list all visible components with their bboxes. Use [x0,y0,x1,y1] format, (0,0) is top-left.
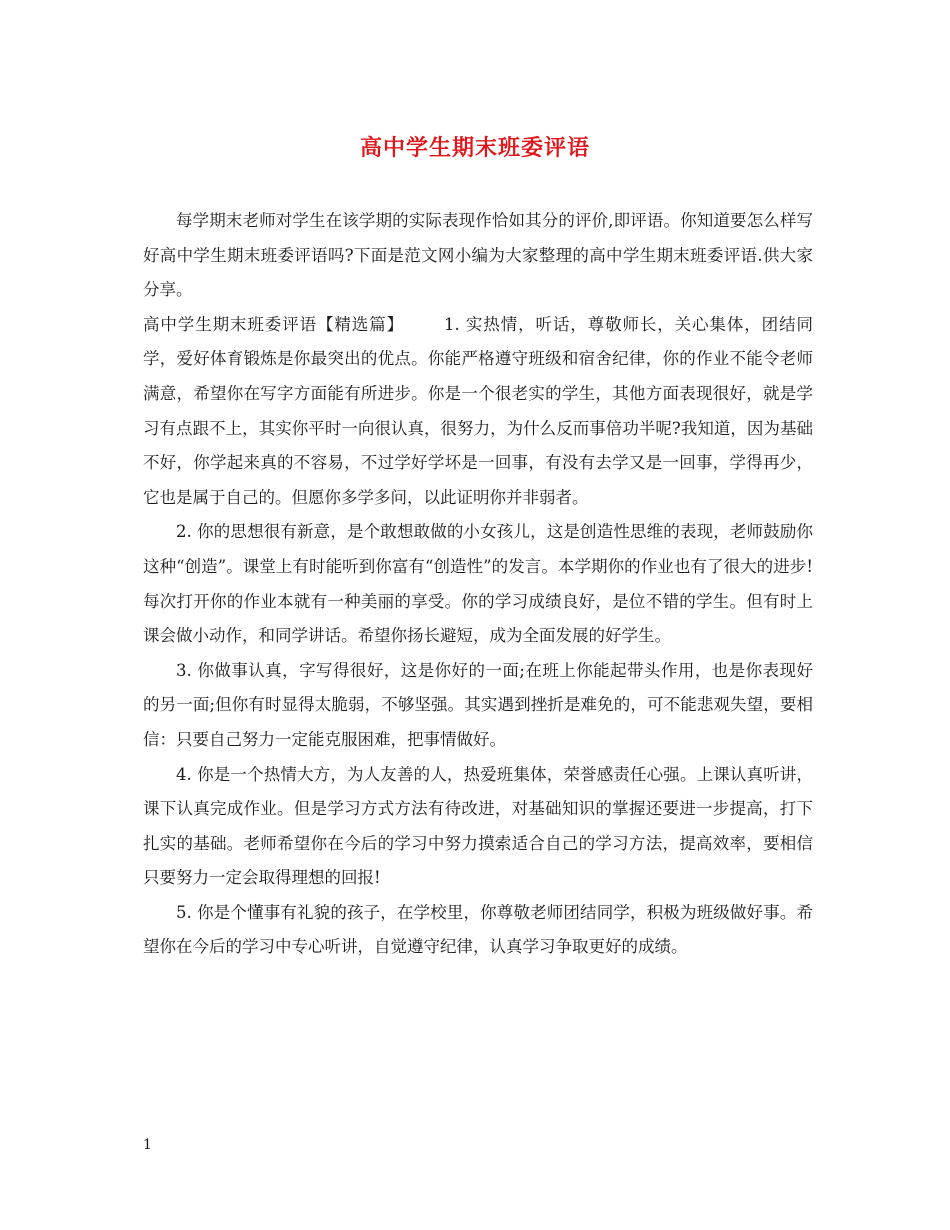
intro-paragraph: 每学期末老师对学生在该学期的实际表现作恰如其分的评价,即评语。你知道要怎么样写好高中学生期末班委评语吗?下面是范文网小编为大家整理的高中学生期末班委评语.供大家分享。 [143,211,813,300]
document-title: 高中学生期末班委评语 [359,135,590,161]
page-number: 1 [143,1137,152,1153]
comment-item-5: 5. 你是个懂事有礼貌的孩子，在学校里，你尊敬老师团结同学，积极为班级做好事。希望你在今后的学习中专心听讲，自觉遵守纪律，认真学习争取更好的成绩。 [143,902,813,957]
comment-item-1: 1. 实热情，听话，尊敬师长，关心集体，团结同学，爱好体育锻炼是你最突出的优点。你能严格遵守班级和宿舍纪律，你的作业不能令老师满意，希望你在写字方面能有所进步。你是一个很老实的学生，其他方面表现很好，就是学习有点跟不上，其实你平时一向很认真，很努力，为什么反而事倍功半呢?我知道，因为基础不好，你学起来真的不容易，不过学好学坏是一回事，有没有去学又是一回事，学得再少，它也是属于自己的。但愿你多学多问，以此证明你并非弱者。 [143,314,813,507]
document-body [143,204,813,965]
section-heading: 高中学生期末班委评语【精选篇】 [143,314,404,334]
comment-item-4: 4. 你是一个热情大方，为人友善的人，热爱班集体，荣誉感责任心强。上课认真听讲，课下认真完成作业。但是学习方式方法有待改进，对基础知识的掌握还要进一步提高，打下扎实的基础。老师希望你在今后的学习中努力摸索适合自己的学习方法，提高效率，要相信只要努力一定会取得理想的回报! [143,764,813,888]
first-comment-paragraph [143,308,813,516]
comment-item-2: 2. 你的思想很有新意，是个敢想敢做的小女孩儿，这是创造性思维的表现，老师鼓励你这种“创造”。课堂上有时能听到你富有“创造性”的发言。本学期你的作业也有了很大的进步!每次打开你的作业本就有一种美丽的享受。你的学习成绩良好，是位不错的学生。但有时上课会做小动作，和同学讲话。希望你扬长避短，成为全面发展的好学生。 [143,522,813,646]
comment-item-3: 3. 你做事认真，字写得很好，这是你好的一面;在班上你能起带头作用，也是你表现好的另一面;但你有时显得太脆弱，不够坚强。其实遇到挫折是难免的，可不能悲观失望，要相信：只要自己努力一定能克服困难，把事情做好。 [143,660,813,749]
